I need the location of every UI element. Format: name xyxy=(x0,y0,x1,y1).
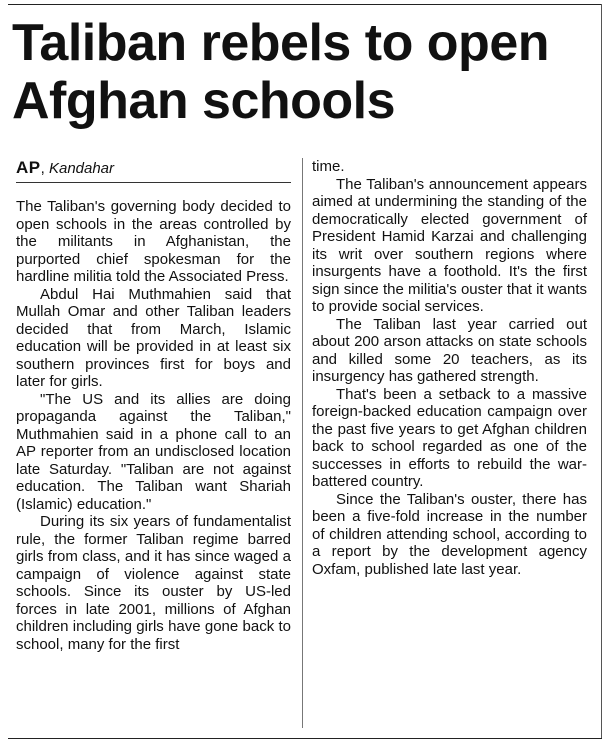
paragraph: time. xyxy=(312,158,345,175)
right-column xyxy=(312,158,587,578)
left-column xyxy=(16,158,291,653)
paragraph: Since the Taliban's ouster, there has been a five-fold increase in the number of children attending school, according to a report by the development agency Oxfam, published late last year. xyxy=(312,490,587,578)
column-divider xyxy=(302,158,303,728)
paragraph: The Taliban's governing body decided to open schools in the areas controlled by the militants in Afghanistan, the purported chief spokesman for the hardline militia told the Associated Press. xyxy=(16,198,291,285)
paragraph: The Taliban's announcement appears aimed at undermining the standing of the democratically elected government of President Hamid Karzai and challenging its writ over southern regions where insurgents have a foothold. It's the first sign since the militia's ouster that it wants to provide social services. xyxy=(312,175,587,315)
paragraph: The Taliban last year carried out about 200 arson attacks on state schools and killed some 20 teachers, as its insurgency has gathered strength. xyxy=(312,315,587,385)
bottom-rule xyxy=(8,738,602,739)
headline: Taliban rebels to open Afghan schools xyxy=(12,14,550,130)
paragraph: During its six years of fundamentalist rule, the former Taliban regime barred girls from class, and it has since waged a campaign of violence against state schools. Since its ouster by US-led forces in late 2001, millions of Afghan children including girls have gone back to school, many for the first xyxy=(16,513,291,653)
byline-separator: , xyxy=(40,160,45,177)
paragraph: "The US and its allies are doing propaganda against the Taliban," Muthmahien said in a phone call to an AP reporter from an undisclosed location late Saturday. "Taliban are not against education. The Taliban want Shariah (Islamic) education." xyxy=(16,390,291,513)
top-rule xyxy=(8,4,602,5)
paragraph: That's been a setback to a massive foreign-backed education campaign over the past five years to get Afghan children back to school regarded as one of the successes in efforts to rebuild the war-battered country. xyxy=(312,385,587,490)
byline-location: Kandahar xyxy=(48,160,115,177)
paragraph: Abdul Hai Muthmahien said that Mullah Omar and other Taliban leaders decided that from March, Islamic education will be provided in at least six southern provinces first for boys and later for girls. xyxy=(16,285,291,390)
byline xyxy=(16,158,291,183)
byline-agency: AP xyxy=(16,158,41,177)
